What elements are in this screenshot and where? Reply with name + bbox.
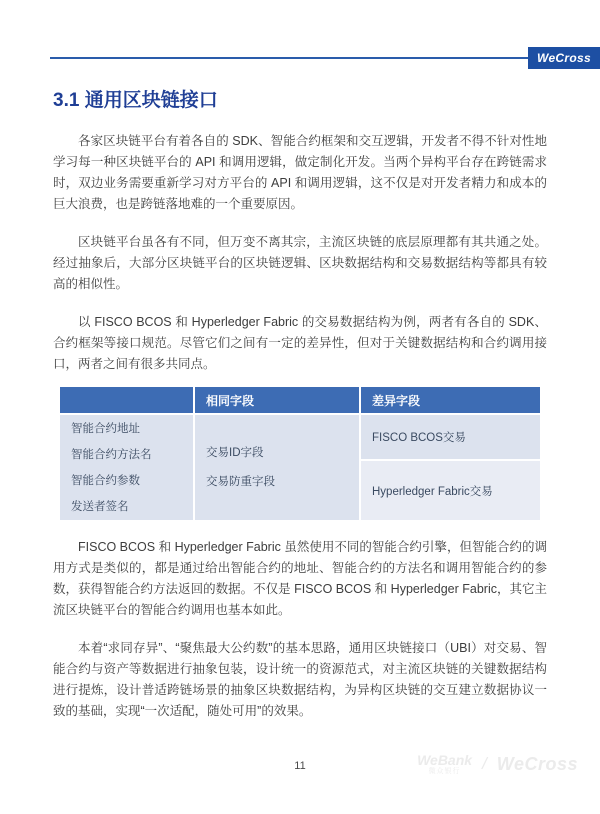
table-cell-same-fields	[60, 415, 193, 520]
wecross-badge-label: WeCross	[537, 51, 591, 65]
diff-field-tx-id: 交易ID字段	[206, 446, 264, 459]
footer-logo-divider: /	[482, 754, 487, 773]
same-field-contract-params: 智能合约参数	[71, 474, 140, 487]
table-row-label-fisco-bcos	[361, 415, 540, 459]
paragraph-2: 区块链平台虽各有不同，但万变不离其宗，主流区块链的底层原理都有其共通之处。经过抽象后，大部分区块链平台的区块链逻辑、区块数据结构和交易数据结构等都具有较高的相似性。	[53, 235, 547, 291]
paragraph-5: 本着“求同存异”、“聚焦最大公约数”的基本思路，通用区块链接口（UBI）对交易、智能合约与资产等数据进行抽象包装，设计统一的资源范式，对主流区块链的关键数据结构进行提炼，设计普适跨链场景的抽象区块数据结构，为异构区块链的交互建立数据协议一致的基础，实现“一次适配，随处可用”的效果。	[53, 641, 547, 718]
wecross-logo-text: WeCross	[496, 753, 578, 774]
row-label-text: FISCO BCOS交易	[372, 432, 466, 444]
same-field-contract-method: 智能合约方法名	[71, 448, 152, 461]
webank-logo-subtext: 微众银行	[428, 768, 461, 775]
table-header-same-fields: 相同字段	[195, 387, 359, 413]
row-label-text: Hyperledger Fabric交易	[372, 485, 493, 498]
diff-field-tx-anti-replay: 交易防重字段	[206, 475, 275, 488]
webank-logo	[417, 753, 472, 775]
same-field-contract-address: 智能合约地址	[71, 422, 140, 435]
page-number: 11	[294, 760, 306, 772]
paragraph-4: FISCO BCOS 和 Hyperledger Fabric 虽然使用不同的智能合约引擎，但智能合约的调用方式是类似的，都是通过给出智能合约的地址、智能合约的方法名和调用智能合约的参数，获得智能合约方法返回的数据。不仅是 FISCO BCOS 和 Hyperledger Fabric，其它主流区块链平台的智能合约调用也基本如此。	[53, 540, 547, 617]
paragraph-1: 各家区块链平台有着各自的 SDK、智能合约框架和交互逻辑，开发者不得不针对性地学习每一种区块链平台的 API 和调用逻辑，做定制化开发。当两个异构平台存在跨链需求时，双边业务需要重新学习对方平台的 API 和调用逻辑，这不仅是对开发者精力和成本的巨大浪费，也是跨链落地难的一个重要原因。	[53, 134, 547, 211]
table-cell-diff-fields	[195, 415, 359, 520]
webank-logo-text: WeBank	[417, 752, 473, 768]
same-field-sender-signature: 发送者签名	[71, 500, 129, 513]
footer-watermark-logos	[417, 753, 578, 775]
section-heading: 3.1 通用区块链接口	[53, 90, 218, 111]
paragraph-3: 以 FISCO BCOS 和 Hyperledger Fabric 的交易数据结构为例，两者有各自的 SDK、合约框架等接口规范。尽管它们之间有一定的差异性，但对于关键数据结构和合约调用接口，两者之间有很多共同点。	[53, 315, 547, 371]
transaction-fields-comparison-table	[60, 387, 540, 520]
table-header-diff-fields: 差异字段	[361, 387, 540, 413]
table-header-empty	[60, 387, 193, 413]
table-row-label-hyperledger-fabric	[361, 461, 540, 520]
